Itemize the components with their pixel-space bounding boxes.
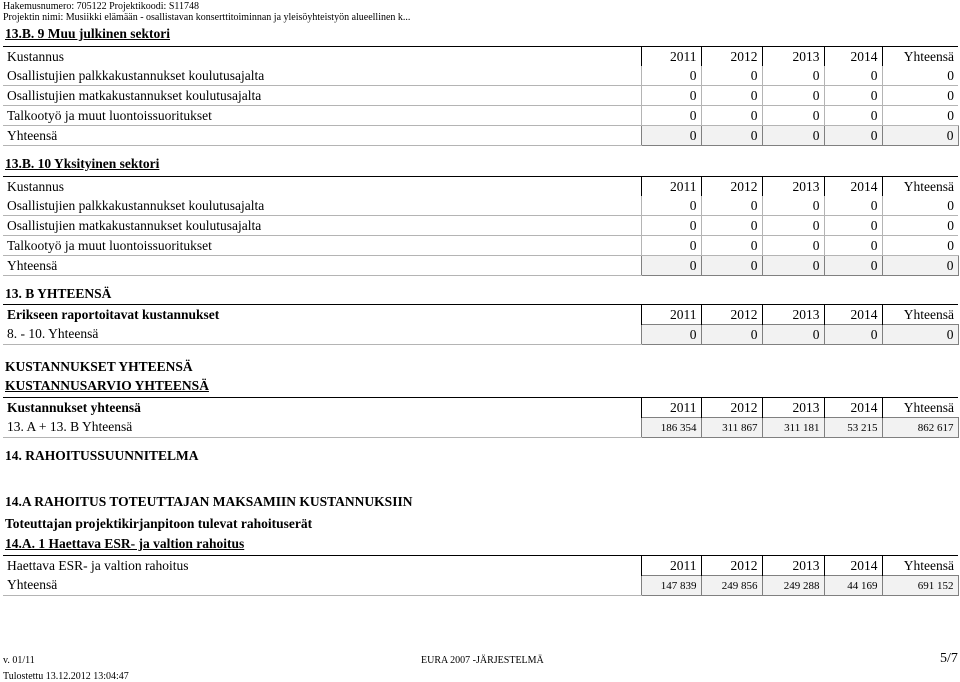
table-row xyxy=(3,66,958,86)
column-header-year: Yhteensä xyxy=(882,47,958,67)
cell-value: 0 xyxy=(641,325,701,345)
table-header-row xyxy=(3,305,958,325)
cell-value: 0 xyxy=(701,196,762,216)
cell-value: 0 xyxy=(641,256,701,276)
section-title-13b-yhteensa: 13. B YHTEENSÄ xyxy=(5,286,112,301)
column-header-year: Yhteensä xyxy=(882,177,958,197)
cell-value: 0 xyxy=(762,236,824,256)
section-title-yksityinen: 13.B. 10 Yksityinen sektori xyxy=(5,156,160,171)
column-header-year: 2011 xyxy=(641,177,701,197)
cell-value: 0 xyxy=(824,236,882,256)
cell-value: 862 617 xyxy=(882,418,958,438)
column-header-year: 2014 xyxy=(824,305,882,325)
column-header-year: 2012 xyxy=(701,556,762,576)
header-project-name: Projektin nimi: Musiikki elämään - osallistavan konserttitoiminnan ja yleisöyhteistyön alueellinen k... xyxy=(3,12,411,23)
section-title-rahoitussuunnitelma: 14. RAHOITUSSUUNNITELMA xyxy=(5,448,199,463)
table-row xyxy=(3,576,958,596)
table-row xyxy=(3,106,958,126)
cell-value: 0 xyxy=(882,236,958,256)
cell-value: 0 xyxy=(641,86,701,106)
cell-value: 0 xyxy=(882,196,958,216)
column-header-year: 2013 xyxy=(762,398,824,418)
row-label: Talkootyö ja muut luontoissuoritukset xyxy=(3,106,641,126)
cell-value: 0 xyxy=(641,216,701,236)
cell-value: 0 xyxy=(824,256,882,276)
cell-value: 0 xyxy=(882,325,958,345)
column-header-year: 2013 xyxy=(762,47,824,67)
table-header-row xyxy=(3,398,958,418)
column-header-label: Kustannus xyxy=(3,47,641,67)
section-subtitle-esr-valtio: 14.A. 1 Haettava ESR- ja valtion rahoitus xyxy=(5,536,245,551)
row-label: Talkootyö ja muut luontoissuoritukset xyxy=(3,236,641,256)
cell-value: 0 xyxy=(701,236,762,256)
cell-value: 249 856 xyxy=(701,576,762,596)
column-header-year: 2011 xyxy=(641,305,701,325)
cell-value: 0 xyxy=(641,196,701,216)
table-row xyxy=(3,236,958,256)
row-label: Osallistujien palkkakustannukset koulutusajalta xyxy=(3,196,641,216)
table-yksityinen xyxy=(3,176,959,276)
row-label: Yhteensä xyxy=(3,256,641,276)
cell-value: 0 xyxy=(701,66,762,86)
cell-value: 0 xyxy=(824,106,882,126)
row-label: 13. A + 13. B Yhteensä xyxy=(3,418,641,438)
cell-value: 0 xyxy=(824,126,882,146)
section-title-muu-julkinen: 13.B. 9 Muu julkinen sektori xyxy=(5,26,171,41)
cell-value: 691 152 xyxy=(882,576,958,596)
column-header-year: 2014 xyxy=(824,177,882,197)
cell-value: 0 xyxy=(824,325,882,345)
row-label: Osallistujien matkakustannukset koulutusajalta xyxy=(3,86,641,106)
table-header-row xyxy=(3,556,958,576)
table-muu-julkinen xyxy=(3,46,959,146)
cell-value: 0 xyxy=(882,86,958,106)
column-header-year: 2014 xyxy=(824,556,882,576)
section-subtitle-rahoitus-toteuttajan: 14.A RAHOITUS TOTEUTTAJAN MAKSAMIIN KUSTANNUKSIIN xyxy=(5,494,413,509)
column-header-year: 2013 xyxy=(762,556,824,576)
table-row xyxy=(3,126,958,146)
column-header-year: 2012 xyxy=(701,177,762,197)
footer-page-number: 5/7 xyxy=(940,651,958,666)
column-header-label: Haettava ESR- ja valtion rahoitus xyxy=(3,556,641,576)
cell-value: 0 xyxy=(701,86,762,106)
cell-value: 0 xyxy=(882,126,958,146)
table-header-row xyxy=(3,47,958,67)
column-header-year: 2014 xyxy=(824,47,882,67)
column-header-year: 2011 xyxy=(641,47,701,67)
column-header-year: 2014 xyxy=(824,398,882,418)
column-header-year: Yhteensä xyxy=(882,556,958,576)
table-row xyxy=(3,418,958,438)
cell-value: 0 xyxy=(824,196,882,216)
cell-value: 0 xyxy=(882,106,958,126)
row-label: Osallistujien palkkakustannukset koulutusajalta xyxy=(3,66,641,86)
row-label: 8. - 10. Yhteensä xyxy=(3,325,641,345)
cell-value: 0 xyxy=(824,86,882,106)
column-header-year: 2012 xyxy=(701,305,762,325)
cell-value: 0 xyxy=(824,216,882,236)
table-row xyxy=(3,86,958,106)
cell-value: 0 xyxy=(824,66,882,86)
column-header-year: 2013 xyxy=(762,305,824,325)
cell-value: 0 xyxy=(762,66,824,86)
cell-value: 44 169 xyxy=(824,576,882,596)
cell-value: 0 xyxy=(762,216,824,236)
cell-value: 0 xyxy=(701,216,762,236)
cell-value: 0 xyxy=(762,126,824,146)
column-header-year: 2012 xyxy=(701,398,762,418)
cell-value: 0 xyxy=(641,126,701,146)
column-header-year: 2011 xyxy=(641,556,701,576)
column-header-label: Erikseen raportoitavat kustannukset xyxy=(3,305,641,325)
table-row xyxy=(3,216,958,236)
table-row xyxy=(3,196,958,216)
cell-value: 53 215 xyxy=(824,418,882,438)
cell-value: 186 354 xyxy=(641,418,701,438)
cell-value: 0 xyxy=(762,325,824,345)
cell-value: 0 xyxy=(641,236,701,256)
section-title-kustannukset-yhteensa: KUSTANNUKSET YHTEENSÄ xyxy=(5,359,193,374)
row-label: Yhteensä xyxy=(3,576,641,596)
column-header-year: 2011 xyxy=(641,398,701,418)
table-esr-valtio-rahoitus xyxy=(3,555,959,596)
cell-value: 0 xyxy=(641,66,701,86)
cell-value: 0 xyxy=(701,325,762,345)
table-row xyxy=(3,325,958,345)
column-header-year: Yhteensä xyxy=(882,305,958,325)
table-13b-yhteensa xyxy=(3,304,959,345)
column-header-label: Kustannus xyxy=(3,177,641,197)
column-header-year: Yhteensä xyxy=(882,398,958,418)
section-subtitle-rahoituserat: Toteuttajan projektikirjanpitoon tulevat rahoituserät xyxy=(5,516,313,531)
cell-value: 0 xyxy=(882,256,958,276)
cell-value: 0 xyxy=(762,256,824,276)
cell-value: 311 181 xyxy=(762,418,824,438)
section-subtitle-kustannusarvio: KUSTANNUSARVIO YHTEENSÄ xyxy=(5,378,209,393)
cell-value: 0 xyxy=(882,216,958,236)
row-label: Osallistujien matkakustannukset koulutusajalta xyxy=(3,216,641,236)
footer-version: v. 01/11 xyxy=(3,655,35,666)
table-header-row xyxy=(3,177,958,197)
column-header-year: 2013 xyxy=(762,177,824,197)
cell-value: 0 xyxy=(701,126,762,146)
cell-value: 311 867 xyxy=(701,418,762,438)
cell-value: 0 xyxy=(762,196,824,216)
table-row xyxy=(3,256,958,276)
cell-value: 0 xyxy=(882,66,958,86)
cell-value: 0 xyxy=(701,256,762,276)
row-label: Yhteensä xyxy=(3,126,641,146)
cell-value: 0 xyxy=(641,106,701,126)
cell-value: 0 xyxy=(701,106,762,126)
footer-printed-timestamp: Tulostettu 13.12.2012 13:04:47 xyxy=(3,671,129,682)
cell-value: 0 xyxy=(762,86,824,106)
cell-value: 0 xyxy=(762,106,824,126)
column-header-label: Kustannukset yhteensä xyxy=(3,398,641,418)
cell-value: 249 288 xyxy=(762,576,824,596)
column-header-year: 2012 xyxy=(701,47,762,67)
cell-value: 147 839 xyxy=(641,576,701,596)
header-application-number: Hakemusnumero: 705122 Projektikoodi: S11748 xyxy=(3,1,200,12)
footer-system-name: EURA 2007 -JÄRJESTELMÄ xyxy=(421,655,544,666)
table-kustannukset-yhteensa xyxy=(3,397,959,438)
